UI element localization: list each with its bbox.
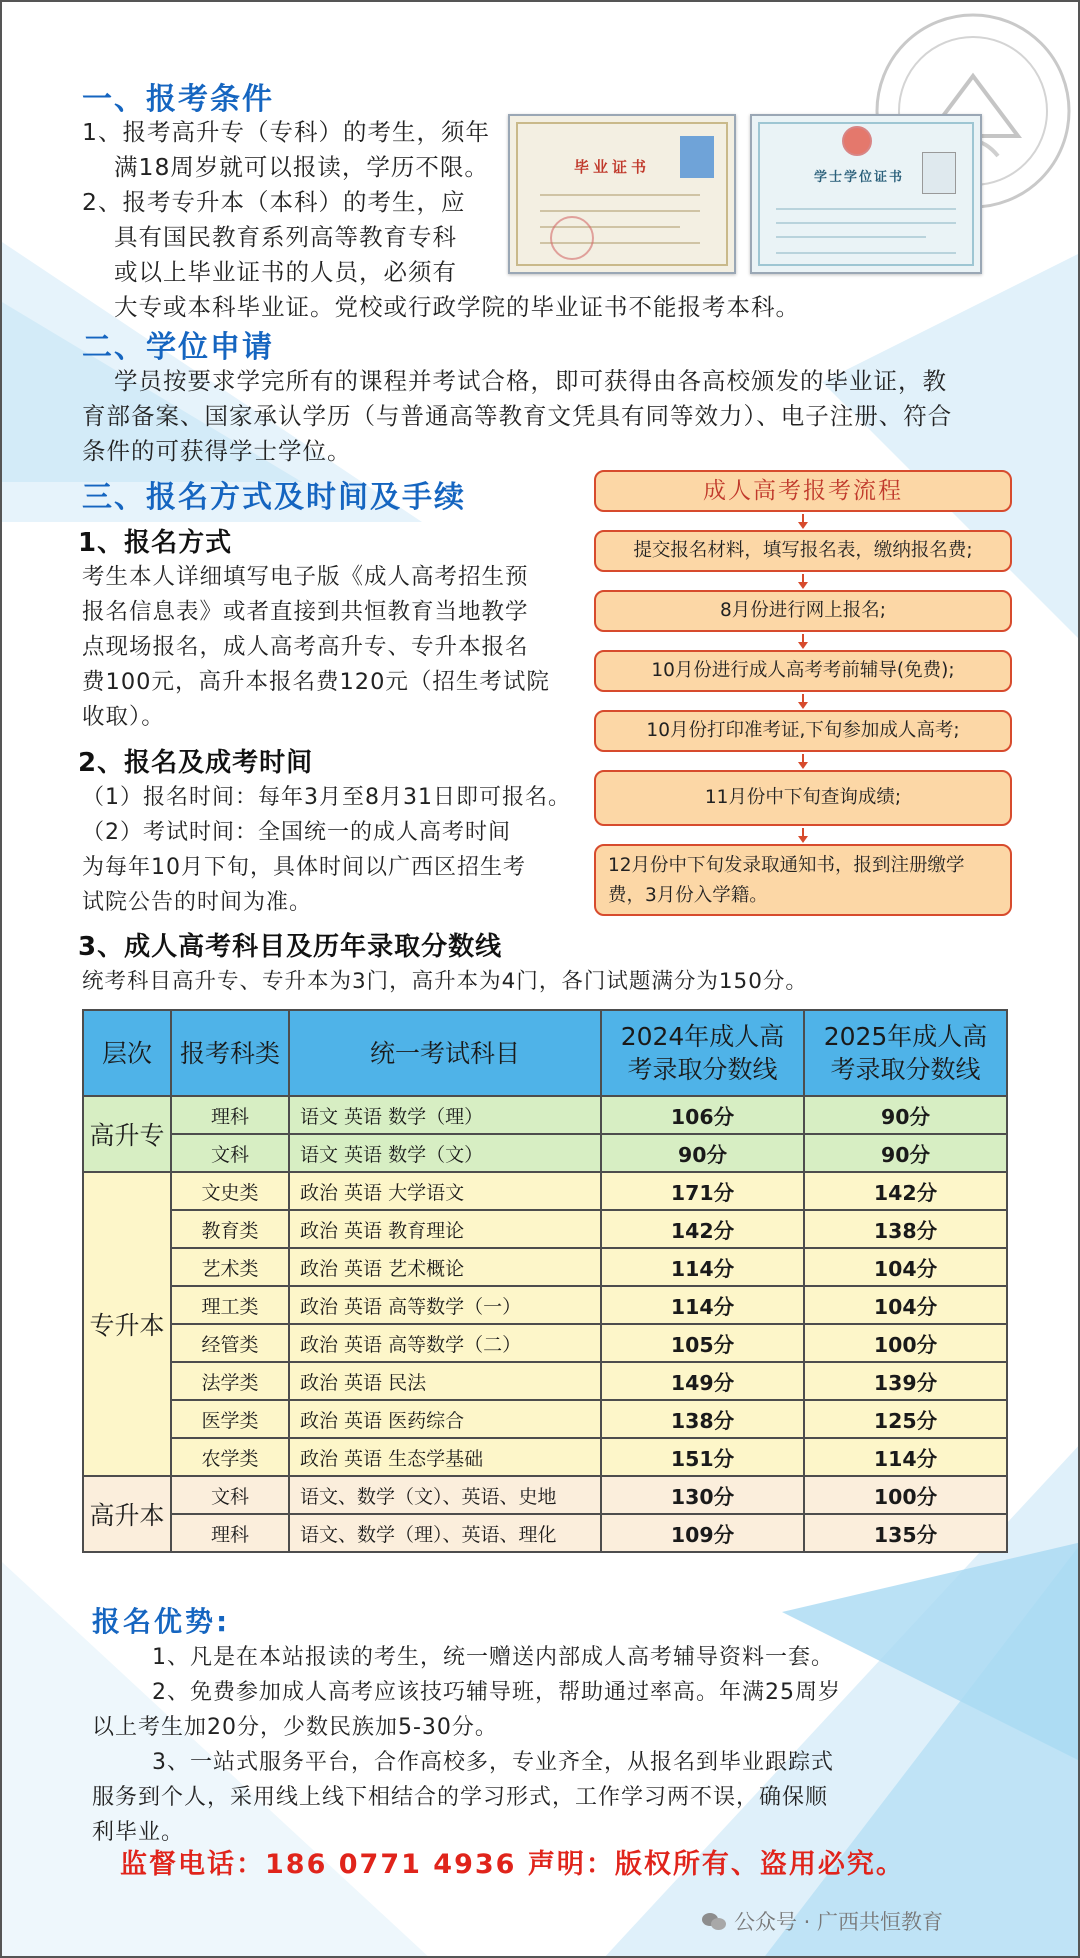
- flow-title-box: 成人高考报考流程: [594, 470, 1012, 512]
- level-cell: 专升本: [83, 1172, 171, 1476]
- signup-method-line-3: 点现场报名，成人高考高升专、专升本报名: [82, 634, 529, 660]
- table-row: [83, 1476, 1007, 1514]
- table-row: [83, 1248, 1007, 1286]
- score-2024-cell: 109分: [601, 1514, 804, 1552]
- exam-subjects-desc: 统考科目高升专、专升本为3门，高升本为4门，各门试题满分为150分。: [82, 969, 808, 994]
- signup-method-line-5: 收取）。: [82, 704, 165, 730]
- section2-line-3: 条件的可获得学士学位。: [82, 437, 352, 465]
- section1-line-6: 大专或本科毕业证。党校或行政学院的毕业证书不能报考本科。: [114, 293, 800, 321]
- flow-arrow-icon: [798, 694, 808, 709]
- section1-line-3: 2、报考专升本（本科）的考生，应: [82, 188, 466, 216]
- score-2025-cell: 139分: [804, 1362, 1007, 1400]
- signup-time-line-4: 试院公告的时间为准。: [82, 890, 313, 915]
- flow-step-3: 10月份进行成人高考考前辅导(免费);: [594, 650, 1012, 692]
- category-cell: 教育类: [171, 1210, 289, 1248]
- signup-method-line-2: 报名信息表》或者直接到共恒教育当地教学: [82, 599, 529, 625]
- wechat-icon: [702, 1911, 728, 1931]
- supervision-phone-notice: 监督电话：186 0771 4936 声明：版权所有、盗用必究。: [120, 1849, 905, 1880]
- section2-line-1: 学员按要求学完所有的课程并考试合格，即可获得由各高校颁发的毕业证，教: [114, 367, 947, 395]
- signup-time-line-2: （2）考试时间：全国统一的成人高考时间: [82, 820, 511, 845]
- signup-time-line-3: 为每年10月下旬，具体时间以广西区招生考: [82, 855, 526, 880]
- level-cell: 高升专: [83, 1096, 171, 1172]
- table-row: [83, 1134, 1007, 1172]
- watermark-text: 公众号 · 广西共恒教育: [734, 1910, 944, 1934]
- category-cell: 经管类: [171, 1324, 289, 1362]
- section1-line-4: 具有国民教育系列高等教育专科: [114, 223, 457, 251]
- subjects-cell: 政治 英语 高等数学（二）: [289, 1324, 601, 1362]
- score-2024-cell: 171分: [601, 1172, 804, 1210]
- subjects-cell: 语文 英语 数学（理）: [289, 1096, 601, 1134]
- section1-line-5: 或以上毕业证书的人员，必须有: [114, 258, 457, 286]
- category-cell: 农学类: [171, 1438, 289, 1476]
- table-row: [83, 1172, 1007, 1210]
- score-2025-cell: 100分: [804, 1476, 1007, 1514]
- signup-time-title: 2、报名及成考时间: [78, 748, 314, 778]
- degree-title: 学士学位证书: [814, 170, 905, 185]
- table-row: [83, 1514, 1007, 1552]
- score-2024-cell: 138分: [601, 1400, 804, 1438]
- flow-arrow-icon: [798, 514, 808, 529]
- section1-line-1: 1、报考高升专（专科）的考生，须年: [82, 118, 490, 146]
- section2-title: 二、学位申请: [82, 330, 274, 365]
- score-2024-cell: 142分: [601, 1210, 804, 1248]
- table-row: [83, 1210, 1007, 1248]
- score-table: [82, 1009, 1006, 1553]
- score-2024-cell: 106分: [601, 1096, 804, 1134]
- flow-step-2: 8月份进行网上报名;: [594, 590, 1012, 632]
- flow-step-4: 10月份打印准考证,下旬参加成人高考;: [594, 710, 1012, 752]
- advantage-line-3: 以上考生加20分，少数民族加5-30分。: [92, 1715, 498, 1740]
- signup-method-line-1: 考生本人详细填写电子版《成人高考招生预: [82, 564, 529, 590]
- subjects-cell: 语文、数学（文）、英语、史地: [289, 1476, 601, 1514]
- score-2025-cell: 90分: [804, 1134, 1007, 1172]
- header-2024: 2024年成人高 考录取分数线: [601, 1010, 804, 1096]
- score-2025-cell: 138分: [804, 1210, 1007, 1248]
- category-cell: 文科: [171, 1476, 289, 1514]
- score-2025-cell: 104分: [804, 1286, 1007, 1324]
- advantage-line-1: 1、凡是在本站报读的考生，统一赠送内部成人高考辅导资料一套。: [152, 1645, 834, 1670]
- subjects-cell: 政治 英语 高等数学（一）: [289, 1286, 601, 1324]
- subjects-cell: 政治 英语 大学语文: [289, 1172, 601, 1210]
- score-2025-cell: 100分: [804, 1324, 1007, 1362]
- table-row: [83, 1400, 1007, 1438]
- section1-line-2: 满18周岁就可以报读，学历不限。: [114, 153, 489, 181]
- header-category: 报考科类: [171, 1010, 289, 1096]
- advantage-line-6: 利毕业。: [92, 1820, 185, 1845]
- table-row: [83, 1438, 1007, 1476]
- wechat-watermark: [702, 1906, 943, 1936]
- advantage-line-5: 服务到个人，采用线上线下相结合的学习形式，工作学习两不误，确保顺: [92, 1785, 829, 1810]
- section1-title: 一、报考条件: [82, 82, 274, 117]
- header-level: 层次: [83, 1010, 171, 1096]
- category-cell: 文史类: [171, 1172, 289, 1210]
- category-cell: 医学类: [171, 1400, 289, 1438]
- subjects-cell: 语文 英语 数学（文）: [289, 1134, 601, 1172]
- diploma-title: 毕业证书: [574, 158, 651, 176]
- score-2025-cell: 90分: [804, 1096, 1007, 1134]
- advantage-line-2: 2、免费参加成人高考应该技巧辅导班，帮助通过率高。年满25周岁: [152, 1680, 841, 1705]
- signup-method-line-4: 费100元，高升本报名费120元（招生考试院: [82, 669, 550, 695]
- flow-step-6: [594, 844, 1012, 916]
- score-2025-cell: 125分: [804, 1400, 1007, 1438]
- flow-arrow-icon: [798, 828, 808, 843]
- subjects-cell: 政治 英语 艺术概论: [289, 1248, 601, 1286]
- subjects-cell: 语文、数学（理）、英语、理化: [289, 1514, 601, 1552]
- category-cell: 理科: [171, 1096, 289, 1134]
- subjects-cell: 政治 英语 教育理论: [289, 1210, 601, 1248]
- category-cell: 艺术类: [171, 1248, 289, 1286]
- degree-certificate-image: [750, 114, 982, 274]
- category-cell: 理工类: [171, 1286, 289, 1324]
- score-2025-cell: 142分: [804, 1172, 1007, 1210]
- table-header-row: [83, 1010, 1007, 1096]
- score-2024-cell: 149分: [601, 1362, 804, 1400]
- category-cell: 理科: [171, 1514, 289, 1552]
- score-2025-cell: 114分: [804, 1438, 1007, 1476]
- section2-line-2: 育部备案、国家承认学历（与普通高等教育文凭具有同等效力）、电子注册、符合: [82, 402, 953, 430]
- subjects-cell: 政治 英语 生态学基础: [289, 1438, 601, 1476]
- level-cell: 高升本: [83, 1476, 171, 1552]
- advantage-line-4: 3、一站式服务平台，合作高校多，专业齐全，从报名到毕业跟踪式: [152, 1750, 834, 1775]
- subjects-cell: 政治 英语 民法: [289, 1362, 601, 1400]
- table-row: [83, 1362, 1007, 1400]
- signup-method-title: 1、报名方式: [78, 528, 233, 558]
- exam-subjects-title: 3、成人高考科目及历年录取分数线: [78, 932, 503, 962]
- flow-step-5: 11月份中下旬查询成绩;: [594, 770, 1012, 826]
- advantages-title: 报名优势:: [92, 1605, 231, 1638]
- table-row: [83, 1286, 1007, 1324]
- flow-step-6-line-1: 12月份中下旬发录取通知书，报到注册缴学: [608, 855, 965, 876]
- signup-time-line-1: （1）报名时间：每年3月至8月31日即可报名。: [82, 785, 571, 810]
- score-2024-cell: 114分: [601, 1286, 804, 1324]
- table-row: [83, 1096, 1007, 1134]
- flow-step-6-line-2: 费，3月份入学籍。: [608, 885, 768, 906]
- flow-arrow-icon: [798, 754, 808, 769]
- header-subjects: 统一考试科目: [289, 1010, 601, 1096]
- score-2024-cell: 90分: [601, 1134, 804, 1172]
- score-2024-cell: 114分: [601, 1248, 804, 1286]
- table-row: [83, 1324, 1007, 1362]
- flow-arrow-icon: [798, 574, 808, 589]
- subjects-cell: 政治 英语 医药综合: [289, 1400, 601, 1438]
- flow-step-1: 提交报名材料，填写报名表，缴纳报名费;: [594, 530, 1012, 572]
- score-2024-cell: 151分: [601, 1438, 804, 1476]
- score-2025-cell: 135分: [804, 1514, 1007, 1552]
- header-2025: 2025年成人高 考录取分数线: [804, 1010, 1007, 1096]
- score-2024-cell: 105分: [601, 1324, 804, 1362]
- diploma-certificate-image: [508, 114, 736, 274]
- flow-arrow-icon: [798, 634, 808, 649]
- score-2024-cell: 130分: [601, 1476, 804, 1514]
- category-cell: 法学类: [171, 1362, 289, 1400]
- section3-title: 三、报名方式及时间及手续: [82, 480, 466, 515]
- category-cell: 文科: [171, 1134, 289, 1172]
- score-2025-cell: 104分: [804, 1248, 1007, 1286]
